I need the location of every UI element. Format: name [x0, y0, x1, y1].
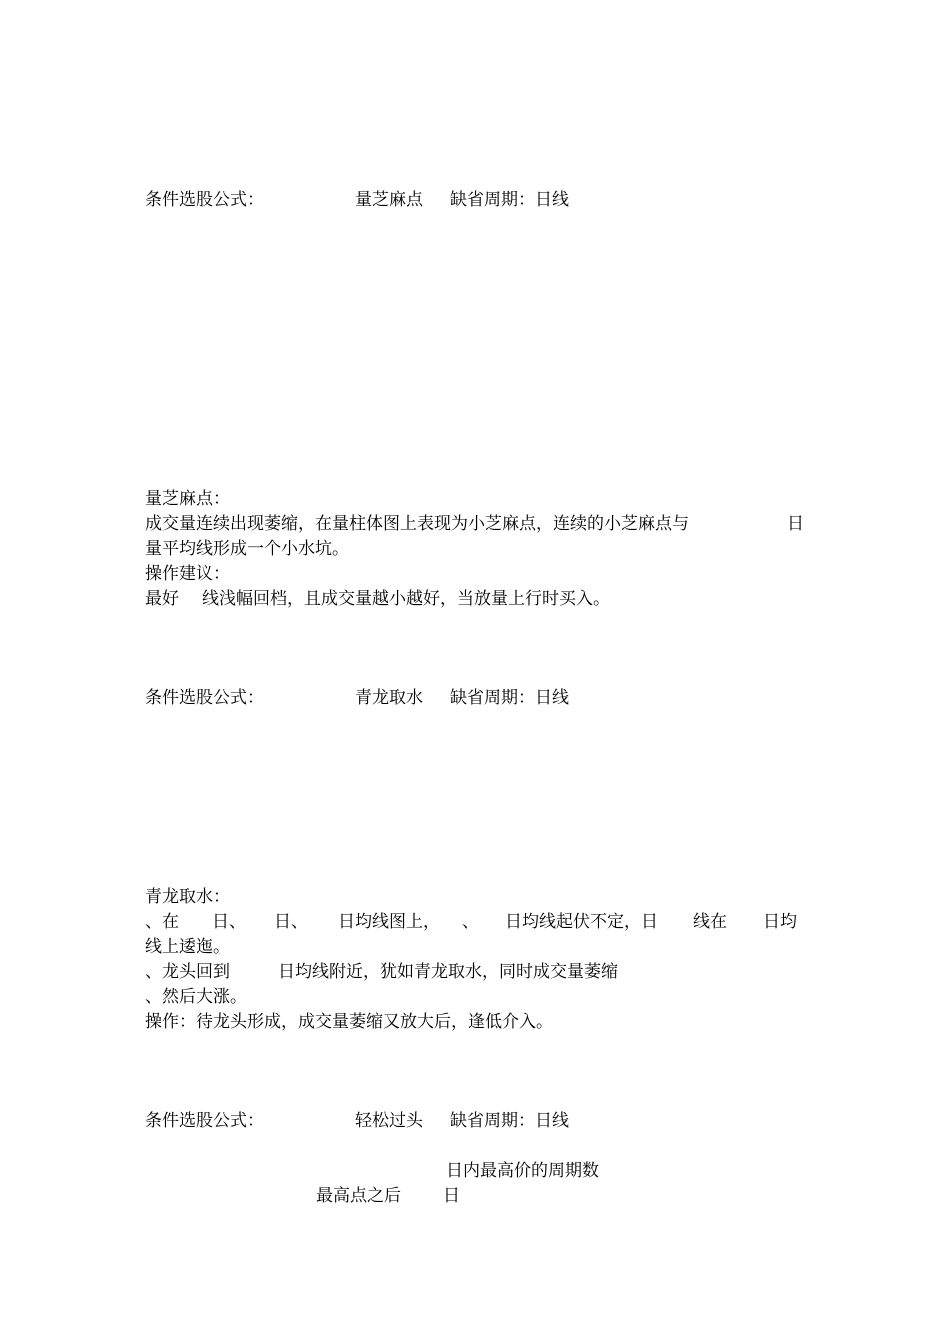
formula-name: 量芝麻点 [355, 190, 423, 210]
default-period: 缺省周期：日线 [450, 190, 569, 210]
formula-name: 青龙取水 [355, 688, 423, 708]
desc-text: 线上逶迤。 [145, 937, 230, 957]
formula-label: 条件选股公式： [145, 688, 264, 708]
desc-text: 日均线图上， [338, 912, 440, 932]
formula-comment: 最高点之后 [316, 1186, 401, 1206]
desc-text: 成交量连续出现萎缩，在量柱体图上表现为小芝麻点，连续的小芝麻点与 [145, 514, 689, 534]
operation-text: 操作：待龙头形成，成交量萎缩又放大后，逢低介入。 [145, 1012, 553, 1032]
formula-label: 条件选股公式： [145, 1111, 264, 1131]
formula-label: 条件选股公式： [145, 190, 264, 210]
formula-comment: 日内最高价的周期数 [446, 1161, 599, 1181]
desc-text: 、龙头回到 [145, 962, 230, 982]
advice-text: 最好 [145, 589, 179, 609]
advice-title: 操作建议： [145, 564, 230, 584]
formula-name: 轻松过头 [355, 1111, 423, 1131]
default-period: 缺省周期：日线 [450, 1111, 569, 1131]
default-period: 缺省周期：日线 [450, 688, 569, 708]
desc-text: 日、 [212, 912, 246, 932]
desc-text: 日、 [274, 912, 308, 932]
desc-text: 日均线起伏不定，日 [505, 912, 658, 932]
desc-text: 、 [462, 912, 479, 932]
desc-text: 量平均线形成一个小水坑。 [145, 539, 349, 559]
formula-comment: 日 [443, 1186, 460, 1206]
section-title: 青龙取水： [145, 887, 230, 907]
desc-text: 线在 [693, 912, 727, 932]
desc-text: 、然后大涨。 [145, 987, 247, 1007]
section-title: 量芝麻点： [145, 489, 230, 509]
desc-text: 日均 [763, 912, 797, 932]
desc-text: 日均线附近，犹如青龙取水，同时成交量萎缩 [278, 962, 618, 982]
desc-text: 、在 [145, 912, 179, 932]
advice-text: 线浅幅回档，且成交量越小越好，当放量上行时买入。 [202, 589, 610, 609]
desc-text: 日 [787, 514, 804, 534]
